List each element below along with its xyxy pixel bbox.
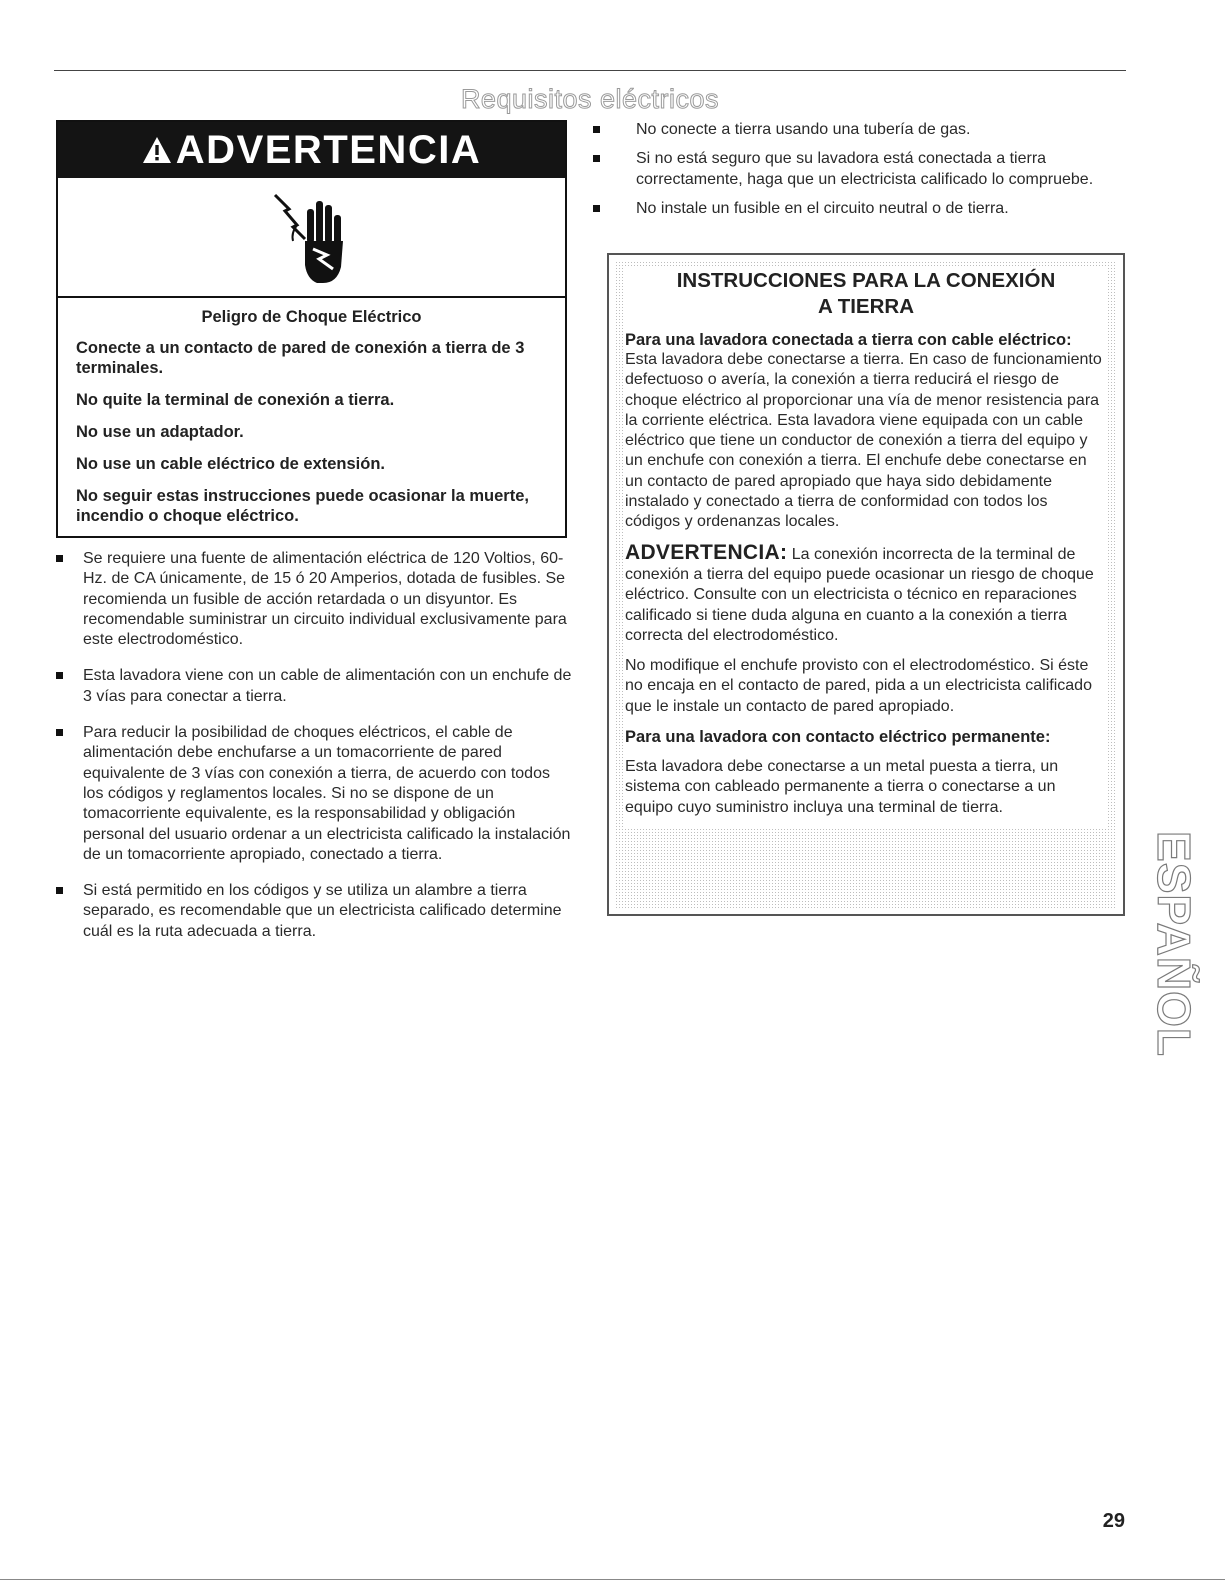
permanent-paragraph: Esta lavadora debe conectarse a un metal puesta a tierra, un sistema con cableado permanente a tierra o conectarse a un equipo cuyo suministro incluya una terminal de tierra. bbox=[625, 758, 1059, 816]
list-item-text: No instale un fusible en el circuito neutral o de tierra. bbox=[636, 199, 1009, 217]
warning-header bbox=[58, 122, 565, 178]
bullet-square-icon bbox=[593, 205, 600, 212]
list-item-text: Se requiere una fuente de alimentación eléctrica de 120 Voltios, 60-Hz. de CA únicamente, de 15 ó 20 Amperios, dotada de fusibles. Se recomienda un fusible de acción retardada o un disyuntor. Es recomendable suministrar un circuito individual exclusivamente para este electrodoméstico. bbox=[83, 550, 567, 649]
permanent-subheading: Para una lavadora con contacto eléctrico permanente: bbox=[625, 728, 1051, 747]
list-item bbox=[593, 199, 1123, 219]
warning-body bbox=[58, 298, 565, 526]
list-item bbox=[56, 549, 572, 650]
warning-line: No seguir estas instrucciones puede ocasionar la muerte, incendio o choque eléctrico. bbox=[76, 487, 529, 525]
grounding-title bbox=[625, 268, 1107, 320]
list-item-text: Si está permitido en los códigos y se utiliza un alambre a tierra separado, es recomendable que un electricista calificado determine cuál es la ruta adecuada a tierra. bbox=[83, 882, 562, 940]
warning-header-text: ADVERTENCIA bbox=[175, 127, 482, 172]
warning-triangle-icon bbox=[142, 136, 172, 164]
advertencia-label: ADVERTENCIA: bbox=[625, 540, 788, 564]
advertencia-paragraph bbox=[625, 540, 1107, 646]
list-item-text: Esta lavadora viene con un cable de alimentación con un enchufe de 3 vías para conectar a tierra. bbox=[83, 667, 572, 705]
warning-line: No use un cable eléctrico de extensión. bbox=[76, 455, 386, 473]
list-item bbox=[56, 881, 572, 942]
left-bullet-list bbox=[56, 549, 572, 958]
list-item-text: No conecte a tierra usando una tubería de gas. bbox=[636, 121, 971, 138]
advertencia-text: La conexión incorrecta de la terminal de conexión a tierra del equipo puede ocasionar un riesgo de choque eléctrico. Consulte con un electricista o técnico en reparaciones calificado si tiene duda alguna en cuanto a la conexión a tierra correcta del electrodoméstico. bbox=[625, 545, 1094, 644]
electric-shock-hand-icon bbox=[267, 187, 357, 287]
right-bullet-list bbox=[593, 120, 1123, 228]
electric-shock-pictogram bbox=[58, 178, 565, 298]
list-item bbox=[56, 666, 572, 707]
cord-paragraph: Esta lavadora debe conectarse a tierra. En caso de funcionamiento defectuoso o avería, la conexión a tierra reducirá el riesgo de choque eléctrico al proporcionar una vía de menor resistencia para la corriente eléctrica. Esta lavadora viene equipada con un cable eléctrico que tiene un conductor de conexión a tierra del equipo y un enchufe con conexión a tierra. El enchufe debe conectarse en un contacto de pared apropiado que haya sido debidamente instalado y conectado a tierra de conformidad con todos los códigos y ordenanzas locales. bbox=[625, 351, 1102, 531]
page-number: 29 bbox=[1102, 1510, 1125, 1532]
list-item bbox=[593, 120, 1123, 140]
bullet-square-icon bbox=[593, 155, 600, 162]
grounding-content bbox=[625, 268, 1107, 828]
bullet-square-icon bbox=[56, 555, 63, 562]
warning-line: No quite la terminal de conexión a tierra. bbox=[76, 391, 395, 409]
warning-line: Conecte a un contacto de pared de conexión a tierra de 3 terminales. bbox=[76, 339, 525, 377]
cord-subheading: Para una lavadora conectada a tierra con cable eléctrico: bbox=[625, 331, 1072, 349]
warning-box bbox=[56, 120, 567, 538]
modify-plug-paragraph: No modifique el enchufe provisto con el electrodoméstico. Si éste no encaja en el contacto de pared, pida a un electricista calificado que le instale un contacto de pared apropiado. bbox=[625, 657, 1092, 715]
warning-line: No use un adaptador. bbox=[76, 423, 244, 441]
grounding-title-line1: INSTRUCCIONES PARA LA CONEXIÓN bbox=[676, 269, 1056, 292]
bullet-square-icon bbox=[56, 887, 63, 894]
language-side-tab bbox=[1149, 826, 1199, 1062]
bullet-square-icon bbox=[56, 672, 63, 679]
grounding-instructions-box bbox=[607, 253, 1125, 916]
list-item-text: Para reducir la posibilidad de choques eléctricos, el cable de alimentación debe enchufarse a un tomacorriente de pared equivalente de 3 vías con conexión a tierra, de acuerdo con todos los códigos y reglamentos locales. Si no se dispone de un tomacorriente equivalente, es la responsabilidad y obligación personal del usuario ordenar a un electricista calificado la instalación de un tomacorriente apropiado, conectado a tierra. bbox=[83, 724, 571, 863]
list-item-text: Si no está seguro que su lavadora está conectada a tierra correctamente, haga que un electricista calificado lo compruebe. bbox=[636, 150, 1094, 188]
list-item bbox=[56, 723, 572, 865]
bullet-square-icon bbox=[593, 126, 600, 133]
language-side-tab-text: ESPAÑOL bbox=[1148, 831, 1201, 1057]
grounding-title-line2: A TIERRA bbox=[817, 295, 915, 318]
list-item bbox=[593, 149, 1123, 190]
bullet-square-icon bbox=[56, 729, 63, 736]
top-rule bbox=[54, 70, 1126, 71]
page-title: Requisitos eléctricos bbox=[460, 84, 720, 114]
bottom-rule bbox=[0, 1579, 1225, 1580]
hazard-title: Peligro de Choque Eléctrico bbox=[201, 308, 422, 326]
